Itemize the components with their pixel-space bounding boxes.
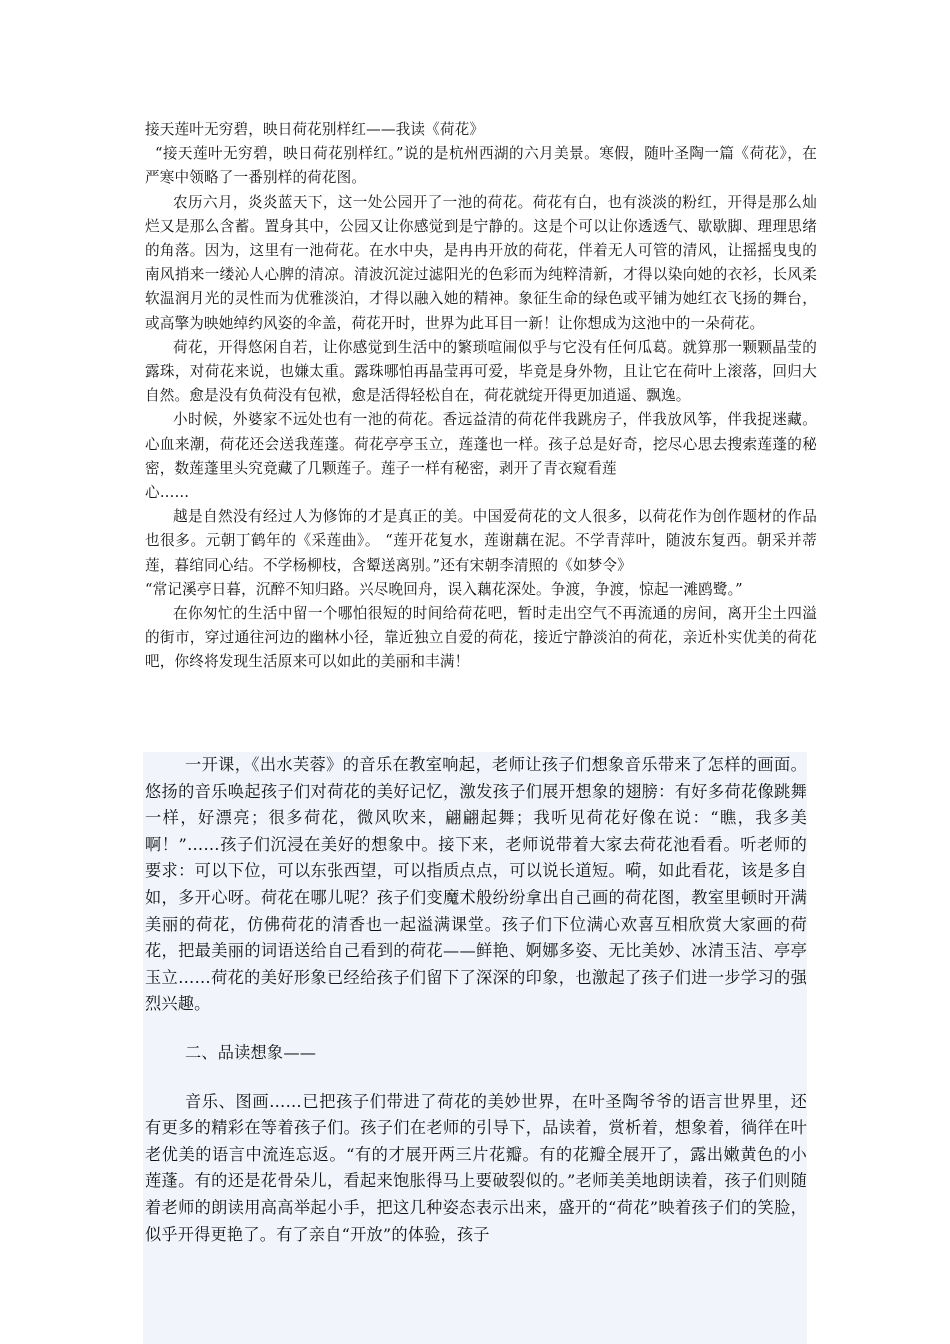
essay-paragraph-continuation: 心……: [145, 484, 190, 502]
essay-paragraph: 越是自然没有经过人为修饰的才是真正的美。中国爱荷花的文人很多，以荷花作为创作题材的作品也很多。元朝丁鹤年的《采莲曲》。 “莲开花复水，莲谢藕在泥。不学青萍叶，随波东复西。朝采并蒂莲，暮绾同心结。不学杨柳枝，含颦送离别。”还有宋朝李清照的《如梦令》: [145, 508, 817, 574]
spacer: [143, 1018, 807, 1040]
essay-paragraph: 小时候，外婆家不远处也有一池的荷花。香远益清的荷花伴我跳房子，伴我放风筝，伴我捉迷藏。心血来潮，荷花还会送我莲蓬。荷花亭亭玉立，莲蓬也一样。孩子总是好奇，挖尽心思去搜索莲蓬的秘密，数莲蓬里头究竟藏了几颗莲子。莲子一样有秘密，剥开了青衣窥看莲: [145, 411, 817, 477]
essay-title: 接天莲叶无穷碧，映日荷花别样红——我读《荷花》: [145, 121, 485, 138]
lesson-heading: 二、品读想象——: [185, 1042, 317, 1062]
essay-paragraph: “接天莲叶无穷碧，映日荷花别样红。”说的是杭州西湖的六月美景。寒假，随叶圣陶一篇《荷花》，在严寒中领略了一番别样的荷花图。: [145, 145, 817, 187]
essay-section: [145, 118, 817, 675]
essay-paragraph: 农历六月，炎炎蓝天下，这一处公园开了一池的荷花。荷花有白，也有淡淡的粉红，开得是那么灿烂又是那么含蓄。置身其中，公园又让你感觉到是宁静的。这是个可以让你透透气、歇歇脚、理理思绪的角落。因为，这里有一池荷花。在水中央，是冉冉开放的荷花，伴着无人可管的清风，让摇摇曳曳的南风捎来一缕沁人心脾的清凉。清波沉淀过滤阳光的色彩而为纯粹清新，才得以染向她的衣衫，长风柔软温润月光的灵性而为优雅淡泊，才得以融入她的精神。象征生命的绿色或平铺为她红衣飞扬的舞台，或高擎为映她绰约风姿的伞盖，荷花开时，世界为此耳目一新！让你想成为这池中的一朵荷花。: [145, 193, 817, 332]
lesson-intro: 一开课，《出水芙蓉》的音乐在教室响起，老师让孩子们想象音乐带来了怎样的画面。悠扬的音乐唤起孩子们对荷花的美好记忆，激发孩子们展开想象的翅膀：有好多荷花像跳舞一样，好漂亮；很多荷花，微风吹来，翩翩起舞；我听见荷花好像在说：“瞧，我多美啊！”……孩子们沉浸在美好的想象中。接下来，老师说带着大家去荷花池看看。听老师的要求：可以下位，可以东张西望，可以指质点点，可以说长道短。嗬，如此看花，该是多自如，多开心呀。荷花在哪儿呢？孩子们变魔术般纷纷拿出自己画的荷花图，教室里顿时开满美丽的荷花，仿佛荷花的清香也一起溢满课堂。孩子们下位满心欢喜互相欣赏大家画的荷花，把最美丽的词语送给自己看到的荷花——鲜艳、婀娜多姿、无比美妙、冰清玉洁、亭亭玉立……荷花的美好形象已经给孩子们留下了深深的印象，也激起了孩子们进一步学习的强烈兴趣。: [145, 755, 807, 1014]
essay-paragraph: 在你匆忙的生活中留一个哪怕很短的时间给荷花吧，暂时走出空气不再流通的房间，离开尘土四溢的街市，穿过通往河边的幽林小径，靠近独立自爱的荷花，接近宁静淡泊的荷花，亲近朴实优美的荷花吧，你终将发现生活原来可以如此的美丽和丰满！: [145, 605, 817, 671]
lesson-section: [143, 752, 807, 1344]
essay-paragraph: 荷花，开得悠闲自若，让你感觉到生活中的繁琐喧闹似乎与它没有任何瓜葛。就算那一颗颗晶莹的露珠，对荷花来说，也嫌太重。露珠哪怕再晶莹再可爱，毕竟是身外物，且让它在荷叶上滚落，回归大自然。愈是没有负荷没有包袱，愈是活得轻松自在，荷花就绽开得更加逍遥、飘逸。: [145, 338, 817, 405]
lesson-body: 音乐、图画……已把孩子们带进了荷花的美妙世界，在叶圣陶爷爷的语言世界里，还有更多的精彩在等着孩子们。孩子们在老师的引导下，品读着，赏析着，想象着，徜徉在叶老优美的语言中流连忘返。“有的才展开两三片花瓣。有的花瓣全展开了，露出嫩黄色的小莲蓬。有的还是花骨朵儿，看起来饱胀得马上要破裂似的。”老师美美地朗读着，孩子们则随着老师的朗读用高高举起小手，把这几种姿态表示出来，盛开的“荷花”映着孩子们的笑脸，似乎开得更艳了。有了亲自“开放”的体验，孩子: [145, 1091, 807, 1244]
spacer: [143, 1067, 807, 1089]
essay-quote: “常记溪亭日暮，沉醉不知归路。兴尽晚回舟，误入藕花深处。争渡，争渡，惊起一滩鸥鹭。”: [145, 580, 743, 598]
